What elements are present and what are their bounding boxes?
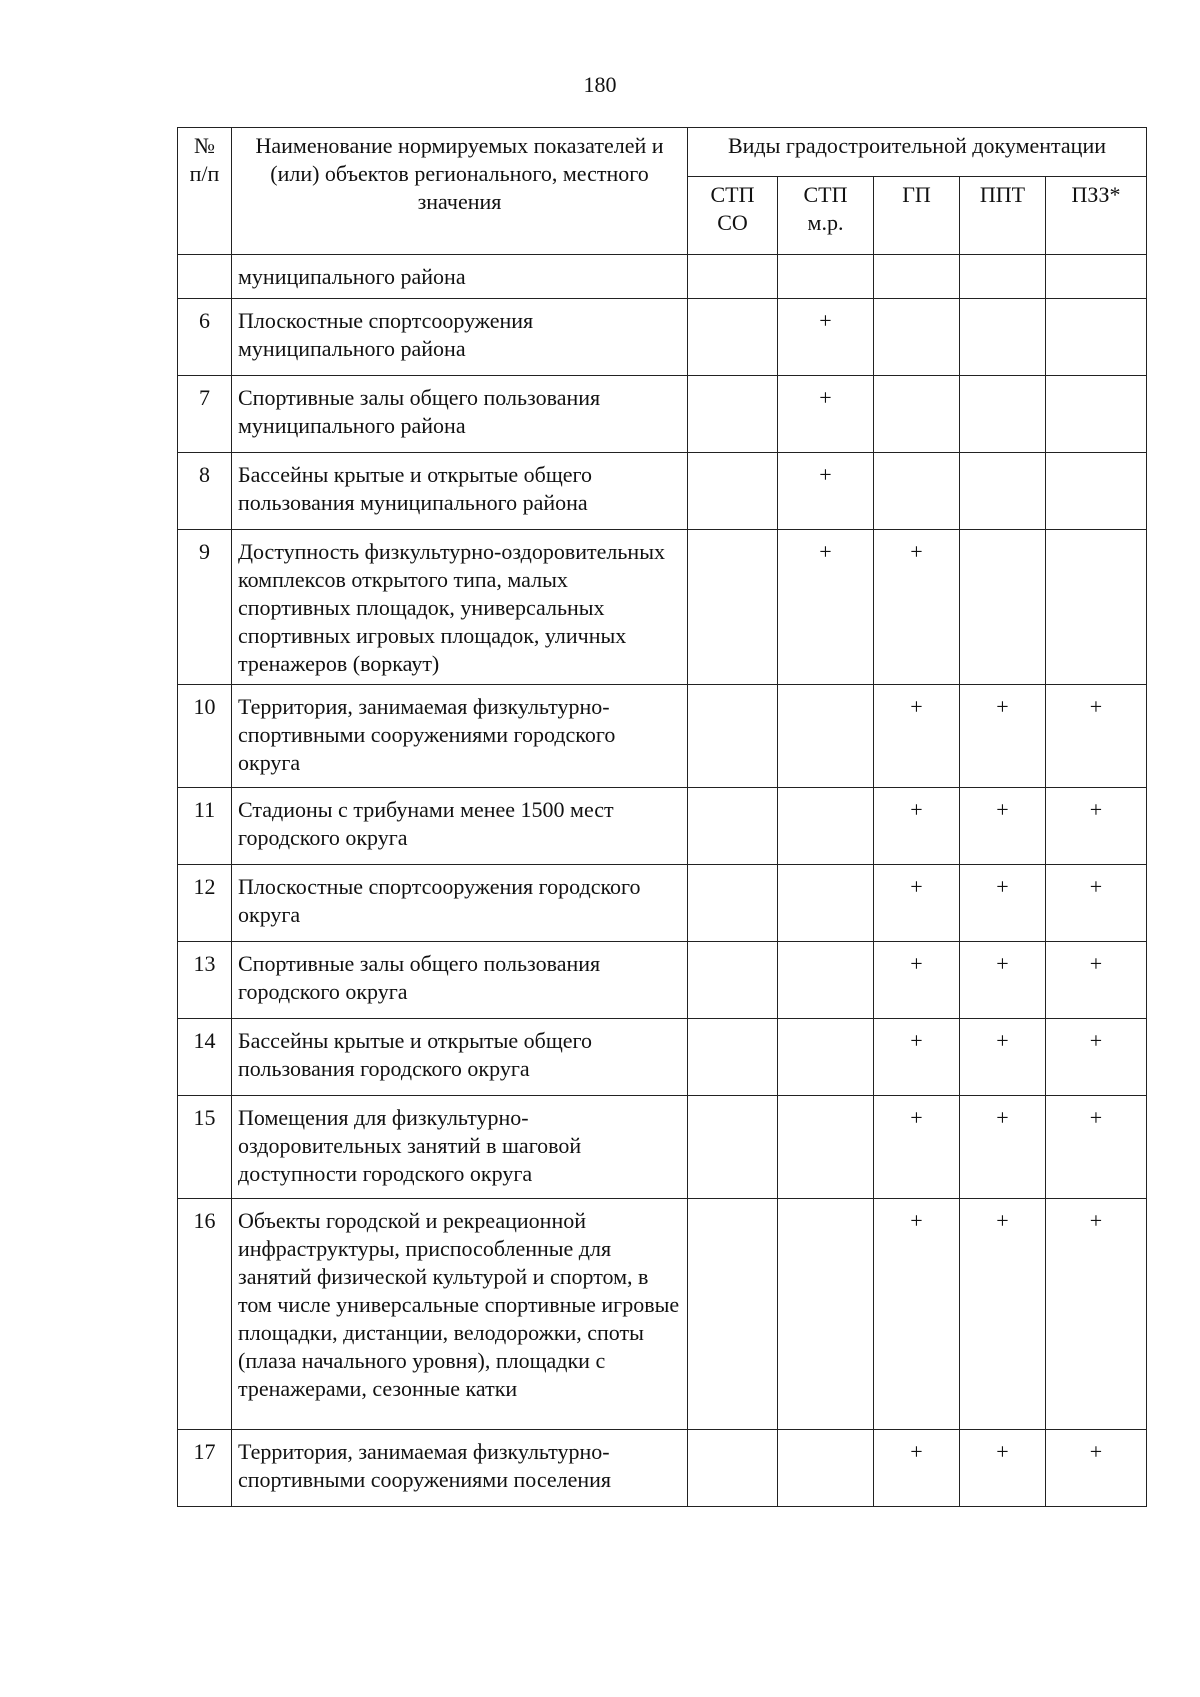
- row-mark-cell: [874, 376, 960, 453]
- row-mark-cell: +: [1046, 1199, 1147, 1430]
- row-mark-cell: +: [778, 299, 874, 376]
- row-mark-cell: +: [1046, 685, 1147, 788]
- row-name: Плоскостные спортсооружения муниципального района: [232, 299, 688, 376]
- header-name: Наименование нормируемых показателей и (или) объектов регионального, местного значения: [232, 128, 688, 255]
- row-mark-cell: +: [874, 1199, 960, 1430]
- row-mark-cell: +: [874, 530, 960, 685]
- row-number: 16: [178, 1199, 232, 1430]
- row-mark-cell: [778, 1096, 874, 1199]
- row-mark-cell: +: [1046, 1096, 1147, 1199]
- row-mark-cell: +: [960, 1096, 1046, 1199]
- row-number: 8: [178, 453, 232, 530]
- table-row: [178, 685, 1147, 788]
- row-mark-cell: [688, 865, 778, 942]
- row-mark-cell: [960, 530, 1046, 685]
- row-mark-cell: [688, 788, 778, 865]
- header-col-stp-mr: СТП м.р.: [778, 177, 874, 255]
- row-number: 10: [178, 685, 232, 788]
- table-row: [178, 1096, 1147, 1199]
- row-name: Бассейны крытые и открытые общего пользования муниципального района: [232, 453, 688, 530]
- row-mark-cell: [874, 255, 960, 299]
- row-number: 11: [178, 788, 232, 865]
- row-name: Территория, занимаемая физкультурно-спортивными сооружениями городского округа: [232, 685, 688, 788]
- row-mark-cell: [1046, 530, 1147, 685]
- header-col-ppt: ППТ: [960, 177, 1046, 255]
- row-name: Доступность физкультурно-оздоровительных комплексов открытого типа, малых спортивных площадок, универсальных спортивных игровых площадок, уличных тренажеров (воркаут): [232, 530, 688, 685]
- row-number: 15: [178, 1096, 232, 1199]
- row-mark-cell: +: [874, 1096, 960, 1199]
- row-name: муниципального района: [232, 255, 688, 299]
- row-mark-cell: +: [778, 530, 874, 685]
- row-mark-cell: [778, 942, 874, 1019]
- table-row: [178, 376, 1147, 453]
- header-col-gp: ГП: [874, 177, 960, 255]
- row-mark-cell: [688, 1096, 778, 1199]
- row-mark-cell: +: [1046, 1430, 1147, 1507]
- page-number: 180: [583, 72, 617, 97]
- table-row: [178, 865, 1147, 942]
- row-number: 14: [178, 1019, 232, 1096]
- row-mark-cell: [778, 788, 874, 865]
- row-name: Бассейны крытые и открытые общего пользования городского округа: [232, 1019, 688, 1096]
- row-mark-cell: +: [778, 376, 874, 453]
- row-mark-cell: +: [874, 685, 960, 788]
- row-name: Стадионы с трибунами менее 1500 мест городского округа: [232, 788, 688, 865]
- row-number: 17: [178, 1430, 232, 1507]
- row-mark-cell: +: [960, 865, 1046, 942]
- row-mark-cell: [778, 1430, 874, 1507]
- row-number: [178, 255, 232, 299]
- row-mark-cell: +: [874, 1019, 960, 1096]
- row-mark-cell: +: [960, 788, 1046, 865]
- table-row: [178, 1199, 1147, 1430]
- header-num: № п/п: [178, 128, 232, 255]
- row-mark-cell: [688, 1430, 778, 1507]
- row-mark-cell: +: [874, 865, 960, 942]
- row-mark-cell: +: [1046, 1019, 1147, 1096]
- row-mark-cell: [1046, 453, 1147, 530]
- header-col-pzz: ПЗЗ*: [1046, 177, 1147, 255]
- row-mark-cell: [688, 255, 778, 299]
- header-col-stp-so: СТП СО: [688, 177, 778, 255]
- row-name: Спортивные залы общего пользования городского округа: [232, 942, 688, 1019]
- row-mark-cell: [960, 299, 1046, 376]
- row-mark-cell: [688, 530, 778, 685]
- row-name: Территория, занимаемая физкультурно-спортивными сооружениями поселения: [232, 1430, 688, 1507]
- row-mark-cell: +: [960, 1019, 1046, 1096]
- row-mark-cell: +: [874, 1430, 960, 1507]
- row-mark-cell: +: [874, 942, 960, 1019]
- row-mark-cell: [778, 255, 874, 299]
- table-row: [178, 530, 1147, 685]
- row-mark-cell: [688, 453, 778, 530]
- row-mark-cell: [960, 376, 1046, 453]
- row-name: Плоскостные спортсооружения городского округа: [232, 865, 688, 942]
- row-number: 6: [178, 299, 232, 376]
- table-row: [178, 942, 1147, 1019]
- table-row: [178, 788, 1147, 865]
- row-mark-cell: +: [960, 685, 1046, 788]
- row-mark-cell: [874, 299, 960, 376]
- header-group: Виды градостроительной документации: [688, 128, 1147, 177]
- row-mark-cell: +: [1046, 788, 1147, 865]
- row-number: 7: [178, 376, 232, 453]
- row-mark-cell: [1046, 376, 1147, 453]
- row-mark-cell: [1046, 299, 1147, 376]
- row-mark-cell: +: [1046, 942, 1147, 1019]
- row-name: Объекты городской и рекреационной инфраструктуры, приспособленные для занятий физической культурой и спортом, в том числе универсальные спортивные игровые площадки, дистанции, велодорожки, споты (плаза начального уровня), площадки с тренажерами, сезонные катки: [232, 1199, 688, 1430]
- row-mark-cell: +: [1046, 865, 1147, 942]
- row-mark-cell: [960, 255, 1046, 299]
- row-name: Помещения для физкультурно-оздоровительных занятий в шаговой доступности городского округа: [232, 1096, 688, 1199]
- row-mark-cell: +: [778, 453, 874, 530]
- table-row: [178, 299, 1147, 376]
- row-mark-cell: [688, 685, 778, 788]
- row-mark-cell: [688, 299, 778, 376]
- documentation-table: [177, 127, 1147, 1507]
- row-number: 13: [178, 942, 232, 1019]
- row-number: 12: [178, 865, 232, 942]
- row-mark-cell: [688, 1019, 778, 1096]
- row-mark-cell: +: [960, 1430, 1046, 1507]
- table-row: [178, 255, 1147, 299]
- table-row: [178, 1019, 1147, 1096]
- row-mark-cell: [960, 453, 1046, 530]
- row-mark-cell: [778, 1199, 874, 1430]
- row-mark-cell: [778, 1019, 874, 1096]
- row-mark-cell: +: [874, 788, 960, 865]
- row-number: 9: [178, 530, 232, 685]
- row-mark-cell: +: [960, 1199, 1046, 1430]
- row-mark-cell: [1046, 255, 1147, 299]
- row-name: Спортивные залы общего пользования муниципального района: [232, 376, 688, 453]
- row-mark-cell: [874, 453, 960, 530]
- row-mark-cell: [778, 865, 874, 942]
- row-mark-cell: [778, 685, 874, 788]
- row-mark-cell: +: [960, 942, 1046, 1019]
- table-row: [178, 1430, 1147, 1507]
- table-row: [178, 453, 1147, 530]
- row-mark-cell: [688, 376, 778, 453]
- row-mark-cell: [688, 1199, 778, 1430]
- row-mark-cell: [688, 942, 778, 1019]
